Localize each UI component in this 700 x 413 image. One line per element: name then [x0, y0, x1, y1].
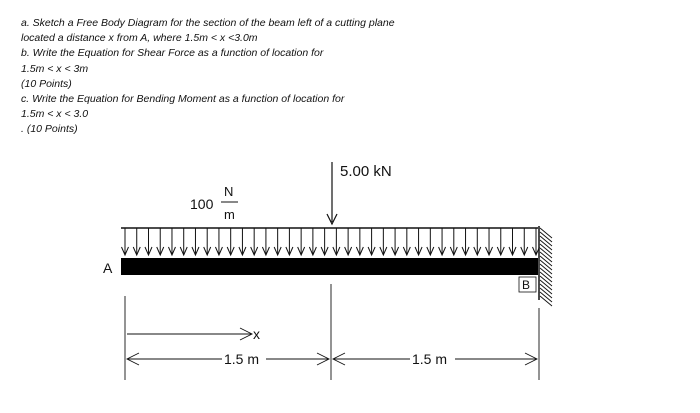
fixed-support-hatching: [540, 228, 552, 306]
support-b-label: B: [522, 278, 531, 292]
question-line-a1: a. Sketch a Free Body Diagram for the section of the beam left of a cutting plane: [21, 17, 395, 29]
point-load-label: 5.00 kN: [340, 163, 392, 180]
distributed-load-value: 100: [190, 196, 214, 212]
beam: [121, 258, 538, 275]
question-line-c2: 1.5m < x < 3.0: [21, 108, 89, 121]
support-a-label: A: [103, 260, 113, 276]
distributed-load-arrows: [122, 228, 540, 255]
question-line-b-points: (10 Points): [21, 77, 72, 90]
question-line-b1: b. Write the Equation for Shear Force as a function of location for: [21, 47, 324, 60]
distributed-load-unit-denominator: m: [224, 207, 235, 222]
span2-label: 1.5 m: [412, 351, 448, 367]
x-label: x: [253, 326, 260, 342]
question-line-b2: 1.5m < x < 3m: [21, 62, 89, 75]
distributed-load-unit-numerator: N: [224, 184, 234, 199]
question-line-a2: located a distance x from A, where 1.5m < x <3.0m: [21, 32, 258, 45]
span1-label: 1.5 m: [224, 351, 260, 367]
question-line-c1: c. Write the Equation for Bending Moment as a function of location for: [21, 93, 345, 106]
question-line-c-points: . (10 Points): [21, 123, 78, 136]
